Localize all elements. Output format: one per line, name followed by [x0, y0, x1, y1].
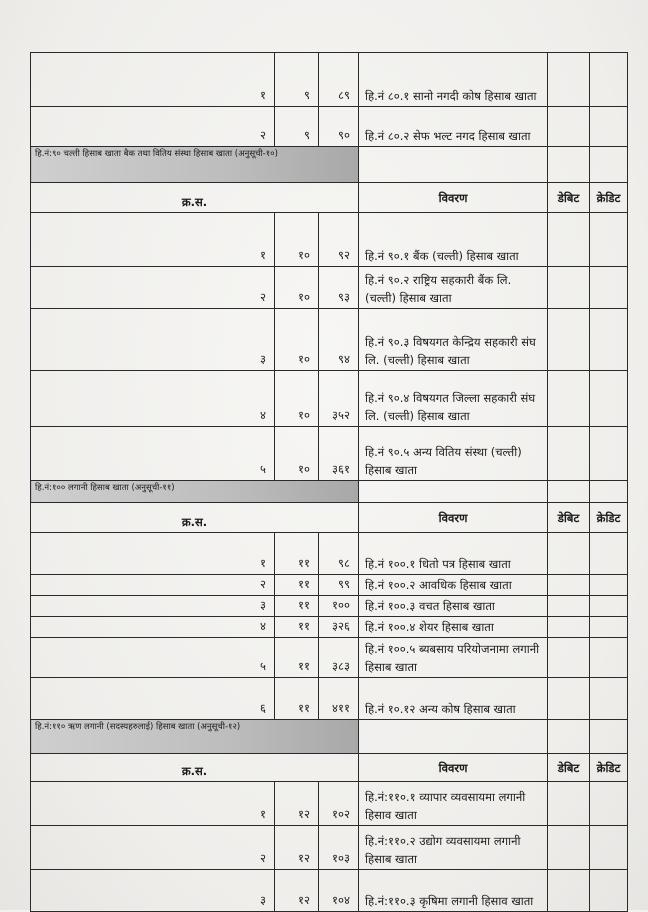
debit-cell	[548, 596, 590, 617]
description-cell	[359, 720, 548, 754]
schedule-number-cell: ९	[275, 53, 319, 107]
table-row	[31, 533, 628, 575]
serial-number-cell: ५	[31, 427, 275, 481]
serial-number-cell: ४	[31, 617, 275, 638]
code-number-cell: १००	[319, 596, 359, 617]
credit-cell	[590, 371, 628, 427]
serial-number-cell: १	[31, 533, 275, 575]
credit-cell	[590, 575, 628, 596]
code-number-cell: १०४	[319, 870, 359, 912]
schedule-number-cell: १२	[275, 782, 319, 826]
serial-number-cell: २	[31, 107, 275, 147]
serial-number-cell: १	[31, 782, 275, 826]
schedule-number-cell: १०	[275, 267, 319, 309]
header-debit-cell: डेबिट	[548, 503, 590, 533]
schedule-number-cell: ११	[275, 678, 319, 720]
header-description-cell: विवरण	[359, 754, 548, 782]
header-serial-cell: क्र.स.	[31, 754, 359, 782]
credit-cell	[590, 638, 628, 678]
credit-cell	[590, 870, 628, 912]
serial-number-cell: ३	[31, 309, 275, 371]
header-description-cell: विवरण	[359, 183, 548, 213]
debit-cell	[548, 53, 590, 107]
description-cell: हि.नं १०.१२ अन्य कोष हिसाब खाता	[359, 678, 548, 720]
debit-cell	[548, 107, 590, 147]
credit-cell	[590, 53, 628, 107]
description-cell	[359, 147, 548, 183]
debit-cell	[548, 720, 590, 754]
debit-cell	[548, 575, 590, 596]
header-row	[31, 503, 628, 533]
section-row	[31, 147, 628, 183]
description-cell: हि.नं १००.३ वचत हिसाब खाता	[359, 596, 548, 617]
debit-cell	[548, 826, 590, 870]
header-credit-cell: क्रेडिट	[590, 183, 628, 213]
description-cell: हि.नं १००.२ आवधिक हिसाब खाता	[359, 575, 548, 596]
code-number-cell: ९३	[319, 267, 359, 309]
description-cell: हि.नं १००.४ शेयर हिसाब खाता	[359, 617, 548, 638]
schedule-number-cell: १०	[275, 213, 319, 267]
description-cell: हि.नं:११०.२ उद्योग व्यवसायमा लगानी हिसाब खाता	[359, 826, 548, 870]
table-row	[31, 826, 628, 870]
schedule-number-cell: ११	[275, 617, 319, 638]
schedule-number-cell: १२	[275, 870, 319, 912]
section-title-cell: हि.नं:११० ऋण लगानी (सदस्यहरुलाई) हिसाब खाता (अनुसूची-१२)	[31, 720, 359, 754]
code-number-cell: ९८	[319, 533, 359, 575]
debit-cell	[548, 617, 590, 638]
table-row	[31, 53, 628, 107]
credit-cell	[590, 617, 628, 638]
code-number-cell: ३८३	[319, 638, 359, 678]
table-row	[31, 638, 628, 678]
serial-number-cell: १	[31, 53, 275, 107]
header-description-cell: विवरण	[359, 503, 548, 533]
code-number-cell: १०२	[319, 782, 359, 826]
account-heads-table	[30, 52, 628, 912]
table-row	[31, 107, 628, 147]
description-cell: हि.नं १००.५ ब्यबसाय परियोजनामा लगानी हिसाब खाता	[359, 638, 548, 678]
header-credit-cell: क्रेडिट	[590, 503, 628, 533]
credit-cell	[590, 481, 628, 503]
description-cell	[359, 481, 548, 503]
description-cell: हि.नं ८०.१ सानो नगदी कोष हिसाब खाता	[359, 53, 548, 107]
description-cell: हि.नं:११०.१ व्यापार व्यवसायमा लगानी हिसाव खाता	[359, 782, 548, 826]
credit-cell	[590, 533, 628, 575]
table-row	[31, 267, 628, 309]
serial-number-cell: ५	[31, 638, 275, 678]
debit-cell	[548, 638, 590, 678]
table-row	[31, 596, 628, 617]
table-row	[31, 870, 628, 912]
description-cell: हि.नं ८०.२ सेफ भल्ट नगद हिसाब खाता	[359, 107, 548, 147]
code-number-cell: ८९	[319, 53, 359, 107]
schedule-number-cell: १०	[275, 371, 319, 427]
credit-cell	[590, 213, 628, 267]
serial-number-cell: २	[31, 575, 275, 596]
credit-cell	[590, 427, 628, 481]
header-credit-cell: क्रेडिट	[590, 754, 628, 782]
serial-number-cell: ६	[31, 678, 275, 720]
debit-cell	[548, 147, 590, 183]
schedule-number-cell: ११	[275, 638, 319, 678]
serial-number-cell: १	[31, 213, 275, 267]
debit-cell	[548, 427, 590, 481]
description-cell: हि.नं ९०.२ राष्ट्रिय सहकारी बैंक लि. (चल्ती) हिसाब खाता	[359, 267, 548, 309]
credit-cell	[590, 147, 628, 183]
schedule-number-cell: ११	[275, 596, 319, 617]
code-number-cell: ९०	[319, 107, 359, 147]
section-row	[31, 720, 628, 754]
debit-cell	[548, 782, 590, 826]
header-serial-cell: क्र.स.	[31, 183, 359, 213]
section-title-cell: हि.नं:१०० लगानी हिसाब खाता (अनुसूची-११)	[31, 481, 359, 503]
debit-cell	[548, 267, 590, 309]
code-number-cell: ४११	[319, 678, 359, 720]
serial-number-cell: २	[31, 826, 275, 870]
section-row	[31, 481, 628, 503]
credit-cell	[590, 596, 628, 617]
code-number-cell: ३५२	[319, 371, 359, 427]
serial-number-cell: २	[31, 267, 275, 309]
table-row	[31, 309, 628, 371]
table-row	[31, 617, 628, 638]
section-title-cell: हि.नं:९० चल्ती हिसाब खाता बैक तथा वितिय संस्था हिसाब खाता (अनुसूची-१०)	[31, 147, 359, 183]
code-number-cell: ९२	[319, 213, 359, 267]
debit-cell	[548, 309, 590, 371]
description-cell: हि.नं ९०.१ बैंक (चल्ती) हिसाब खाता	[359, 213, 548, 267]
table-row	[31, 678, 628, 720]
header-row	[31, 754, 628, 782]
credit-cell	[590, 267, 628, 309]
code-number-cell: ९४	[319, 309, 359, 371]
debit-cell	[548, 678, 590, 720]
description-cell: हि.नं ९०.५ अन्य वितिय संस्था (चल्ती) हिसाब खाता	[359, 427, 548, 481]
debit-cell	[548, 533, 590, 575]
table-row	[31, 782, 628, 826]
schedule-number-cell: ९	[275, 107, 319, 147]
description-cell: हि.नं ९०.४ विषयगत जिल्ला सहकारी संघ लि. (चल्ती) हिसाब खाता	[359, 371, 548, 427]
credit-cell	[590, 782, 628, 826]
serial-number-cell: ३	[31, 596, 275, 617]
debit-cell	[548, 481, 590, 503]
debit-cell	[548, 213, 590, 267]
credit-cell	[590, 720, 628, 754]
code-number-cell: ९९	[319, 575, 359, 596]
code-number-cell: १०३	[319, 826, 359, 870]
serial-number-cell: ३	[31, 870, 275, 912]
table-row	[31, 427, 628, 481]
credit-cell	[590, 826, 628, 870]
schedule-number-cell: ११	[275, 533, 319, 575]
code-number-cell: ३२६	[319, 617, 359, 638]
table-body	[31, 53, 628, 912]
table-row	[31, 371, 628, 427]
schedule-number-cell: १०	[275, 309, 319, 371]
header-debit-cell: डेबिट	[548, 754, 590, 782]
description-cell: हि.नं:११०.३ कृषिमा लगानी हिसाव खाता	[359, 870, 548, 912]
schedule-number-cell: १२	[275, 826, 319, 870]
credit-cell	[590, 309, 628, 371]
schedule-number-cell: ११	[275, 575, 319, 596]
table-row	[31, 213, 628, 267]
credit-cell	[590, 107, 628, 147]
debit-cell	[548, 371, 590, 427]
serial-number-cell: ४	[31, 371, 275, 427]
header-debit-cell: डेबिट	[548, 183, 590, 213]
description-cell: हि.नं १००.१ धितो पत्र हिसाब खाता	[359, 533, 548, 575]
table-row	[31, 575, 628, 596]
description-cell: हि.नं ९०.३ विषयगत केन्द्रिय सहकारी संघ लि. (चल्ती) हिसाब खाता	[359, 309, 548, 371]
header-serial-cell: क्र.स.	[31, 503, 359, 533]
debit-cell	[548, 870, 590, 912]
header-row	[31, 183, 628, 213]
code-number-cell: ३६१	[319, 427, 359, 481]
schedule-number-cell: १०	[275, 427, 319, 481]
credit-cell	[590, 678, 628, 720]
